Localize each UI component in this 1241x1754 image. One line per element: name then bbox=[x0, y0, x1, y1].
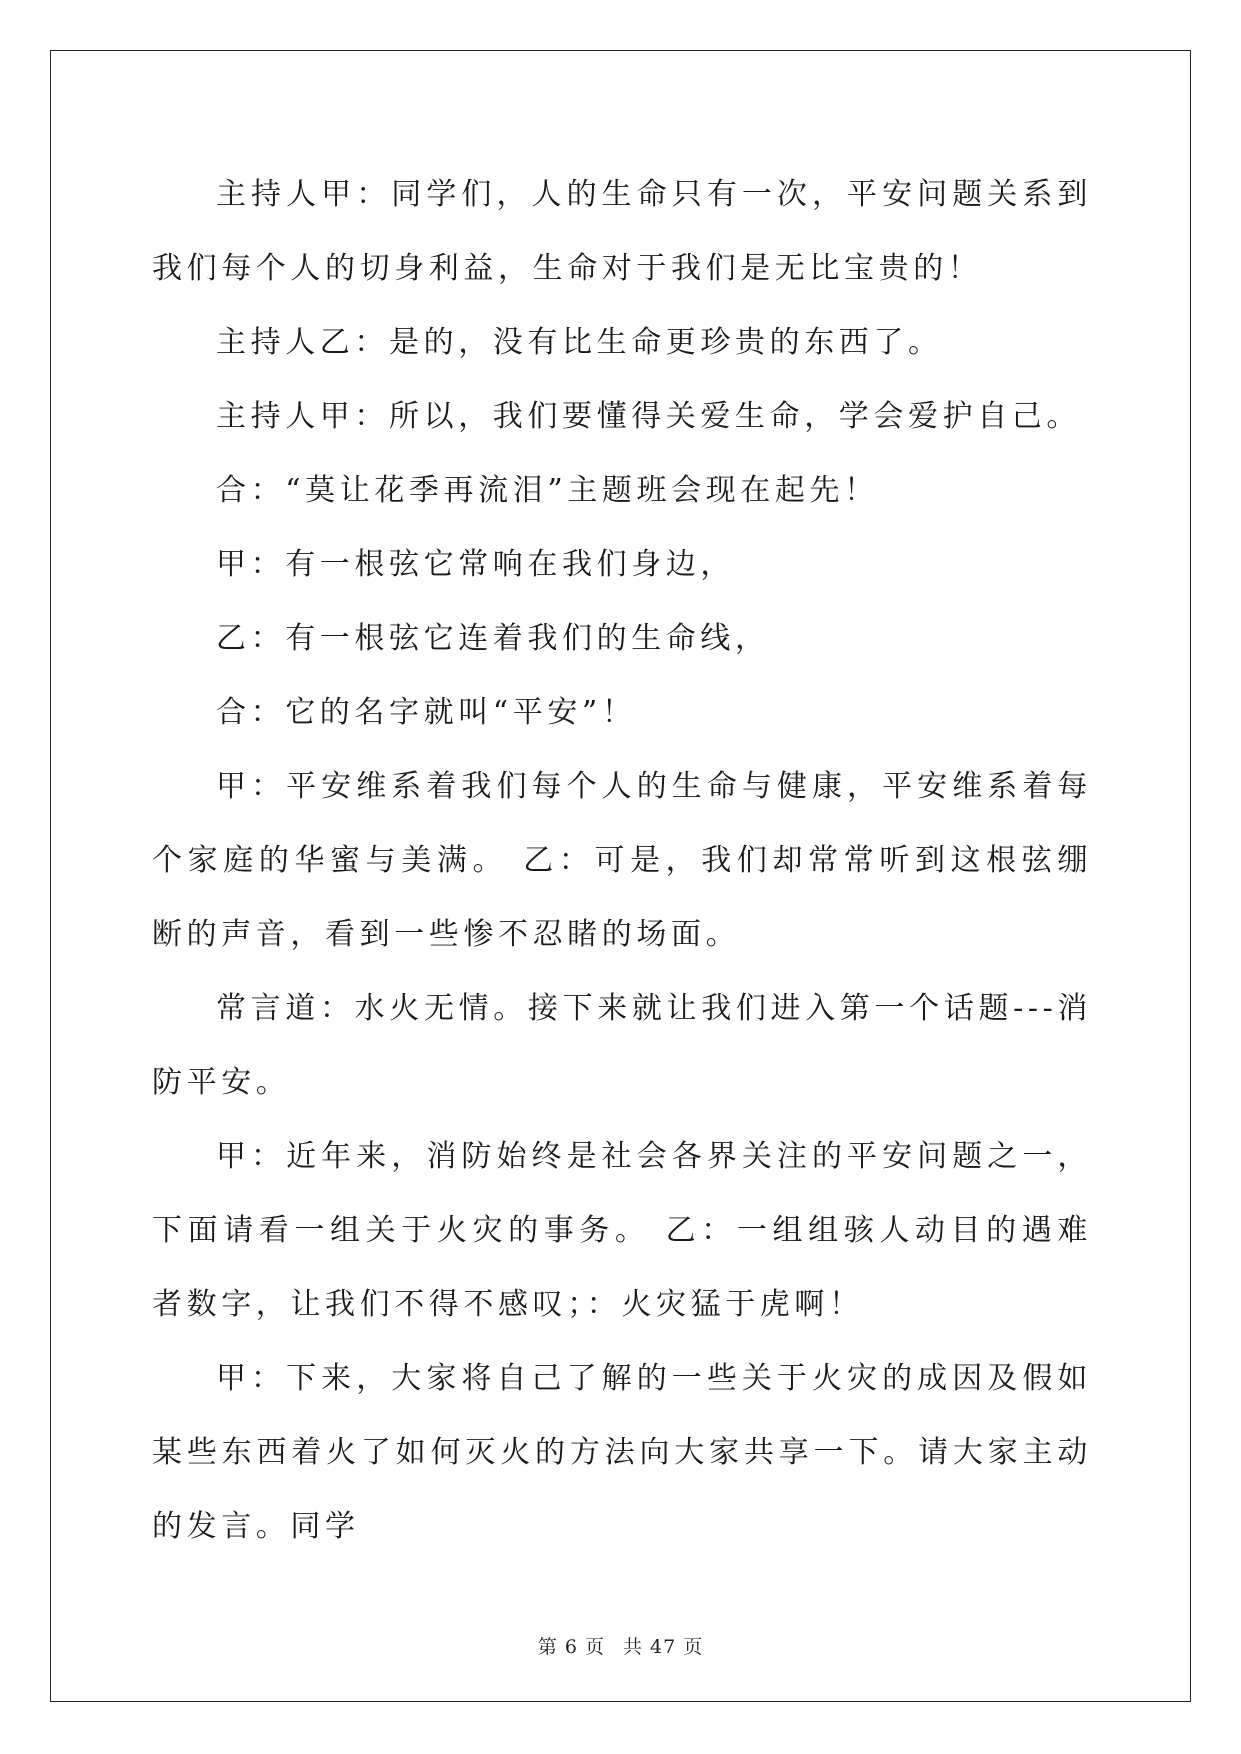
paragraph: 甲：平安维系着我们每个人的生命与健康，平安维系着每个家庭的华蜜与美满。 乙：可是，我们却常常听到这根弦绷断的声音，看到一些惨不忍睹的场面。 bbox=[152, 769, 1092, 952]
page-total: 共 47 页 bbox=[622, 1636, 704, 1658]
document-body bbox=[152, 158, 1092, 1564]
paragraph: 甲：近年来，消防始终是社会各界关注的平安问题之一，下面请看一组关于火灾的事务。 乙：一组组骇人动目的遇难者数字，让我们不得不感叹；：火灾猛于虎啊！ bbox=[152, 1139, 1092, 1322]
paragraph: 主持人甲：同学们，人的生命只有一次，平安问题关系到我们每个人的切身利益，生命对于我们是无比宝贵的！ bbox=[152, 177, 1092, 286]
paragraph: 合：“莫让花季再流泪”主题班会现在起先！ bbox=[216, 473, 879, 508]
page-number: 第 6 页 bbox=[537, 1636, 605, 1658]
paragraph: 常言道：水火无情。接下来就让我们进入第一个话题---消防平安。 bbox=[152, 991, 1092, 1100]
paragraph: 主持人甲：所以，我们要懂得关爱生命，学会爱护自己。 bbox=[216, 399, 1081, 434]
page-footer bbox=[0, 1632, 1241, 1659]
paragraph: 甲：有一根弦它常响在我们身边， bbox=[216, 547, 735, 582]
paragraph: 主持人乙：是的，没有比生命更珍贵的东西了。 bbox=[216, 325, 943, 360]
paragraph: 合：它的名字就叫“平安”！ bbox=[216, 695, 637, 730]
paragraph: 乙：有一根弦它连着我们的生命线， bbox=[216, 621, 770, 656]
paragraph: 甲：下来，大家将自己了解的一些关于火灾的成因及假如某些东西着火了如何灭火的方法向大家共享一下。请大家主动的发言。同学 bbox=[152, 1361, 1092, 1544]
